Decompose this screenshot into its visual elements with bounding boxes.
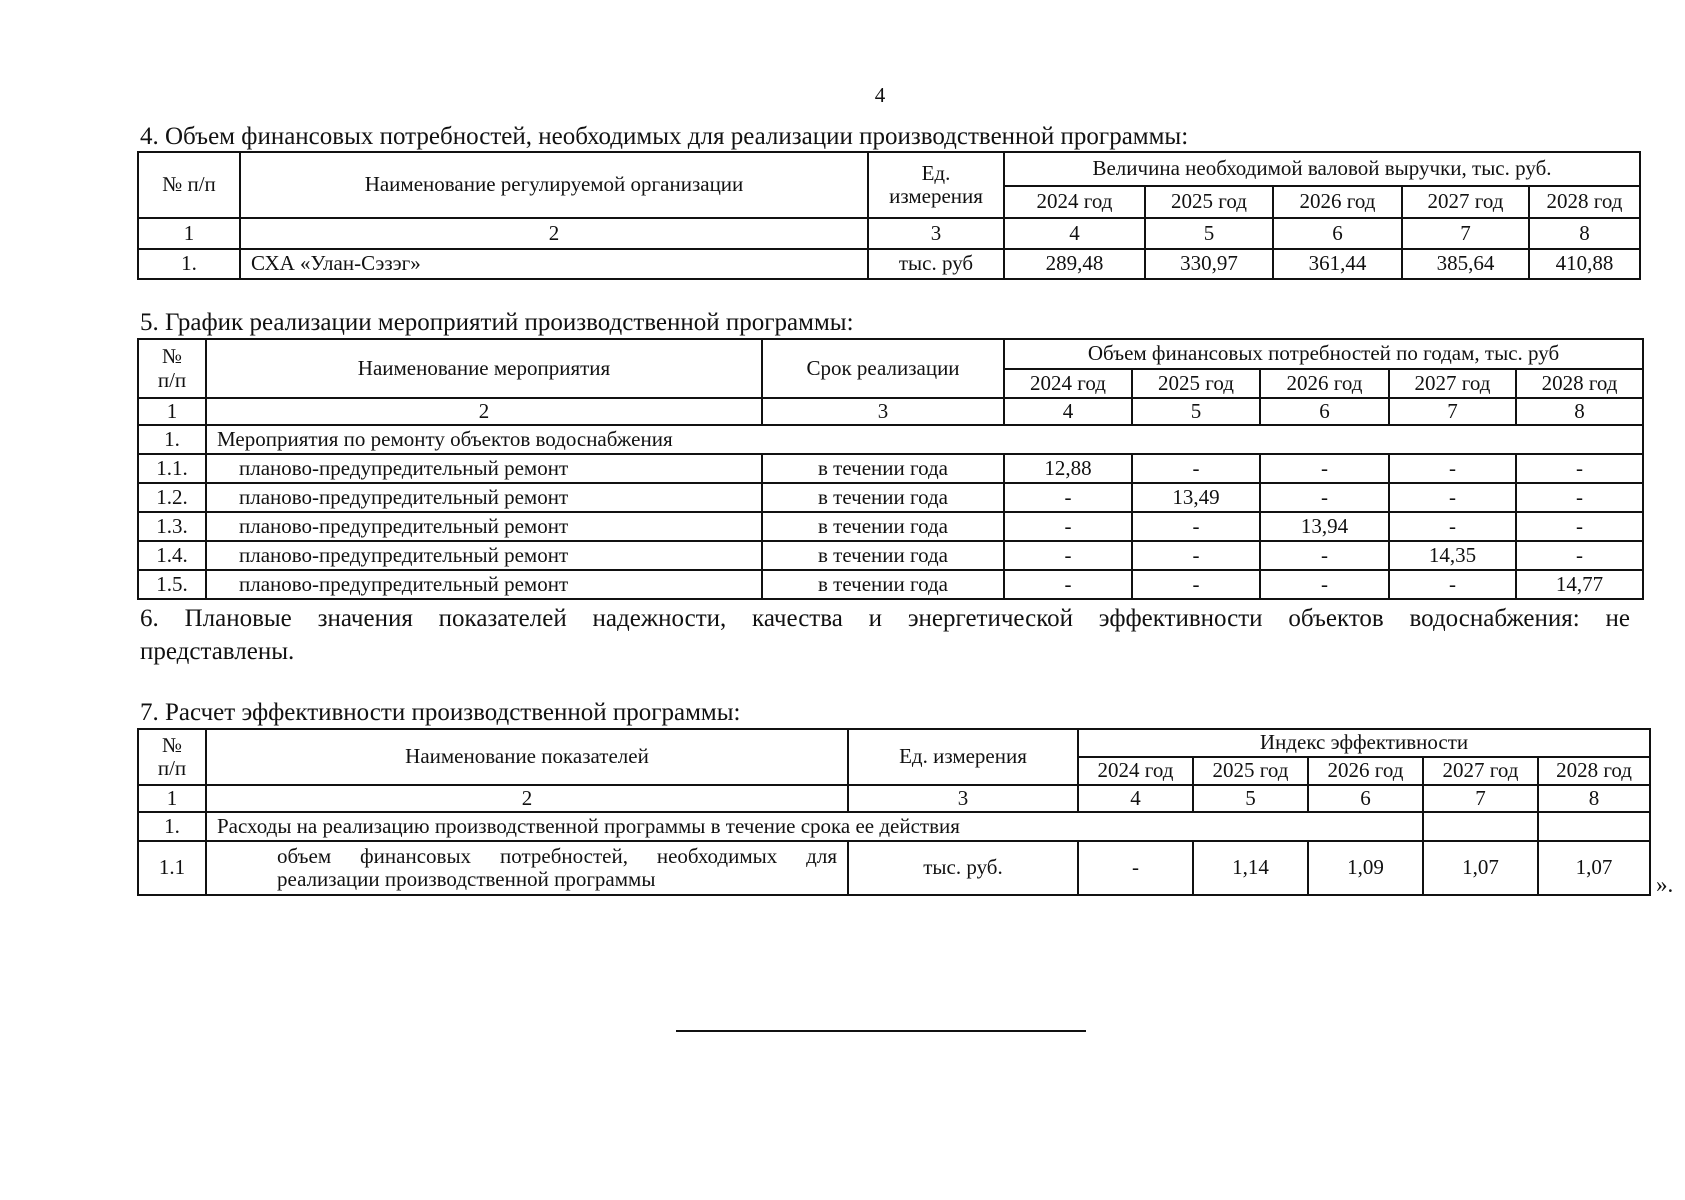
value-cell: - xyxy=(1389,570,1516,599)
row-num: 1.2. xyxy=(138,483,206,512)
header-year: 2028 год xyxy=(1516,369,1643,398)
value-cell: 361,44 xyxy=(1273,249,1402,279)
header-year: 2026 год xyxy=(1260,369,1389,398)
org-name: СХА «Улан-Сэзэг» xyxy=(240,249,868,279)
header-num-line2: п/п xyxy=(157,367,187,392)
header-year: 2024 год xyxy=(1004,186,1145,218)
indicator-name-line1: объем финансовых потребностей, необходимых для xyxy=(277,843,837,868)
col-number: 7 xyxy=(1389,398,1516,425)
table-row xyxy=(138,483,1643,512)
activity-name: планово-предупредительный ремонт xyxy=(206,454,762,483)
row-num: 1. xyxy=(138,425,206,454)
value-cell: - xyxy=(1516,454,1643,483)
value-cell: - xyxy=(1132,541,1260,570)
table-row xyxy=(138,541,1643,570)
value-cell: - xyxy=(1516,483,1643,512)
value-cell: - xyxy=(1132,570,1260,599)
col-number: 4 xyxy=(1004,398,1132,425)
header-year: 2026 год xyxy=(1308,757,1423,785)
activity-name: планово-предупредительный ремонт xyxy=(206,512,762,541)
signature-divider xyxy=(676,1030,1086,1032)
col-number: 7 xyxy=(1423,785,1538,812)
row-unit: тыс. руб. xyxy=(848,841,1078,895)
header-unit xyxy=(868,152,1004,218)
section5-heading: 5. График реализации мероприятий производственной программы: xyxy=(140,309,854,336)
section4-heading: 4. Объем финансовых потребностей, необходимых для реализации производственной программы: xyxy=(140,123,1189,150)
col-number: 2 xyxy=(240,218,868,249)
header-efficiency-group: Индекс эффективности xyxy=(1078,729,1650,757)
col-number: 4 xyxy=(1078,785,1193,812)
activity-term: в течении года xyxy=(762,483,1004,512)
row-num: 1.1 xyxy=(138,841,206,895)
value-cell: 14,77 xyxy=(1516,570,1643,599)
col-number: 7 xyxy=(1402,218,1529,249)
value-cell: - xyxy=(1260,541,1389,570)
header-revenue-group: Величина необходимой валовой выручки, тыс. руб. xyxy=(1004,152,1640,186)
value-cell: - xyxy=(1132,512,1260,541)
header-funding-group: Объем финансовых потребностей по годам, тыс. руб xyxy=(1004,339,1643,369)
header-year: 2028 год xyxy=(1538,757,1650,785)
row-num: 1.4. xyxy=(138,541,206,570)
header-year: 2025 год xyxy=(1132,369,1260,398)
page-number: 4 xyxy=(874,83,886,107)
value-cell: - xyxy=(1260,483,1389,512)
empty-cell xyxy=(1538,812,1650,841)
header-term: Срок реализации xyxy=(762,339,1004,398)
col-number: 6 xyxy=(1273,218,1402,249)
value-cell: - xyxy=(1516,541,1643,570)
col-number: 3 xyxy=(762,398,1004,425)
col-number: 4 xyxy=(1004,218,1145,249)
col-number: 2 xyxy=(206,398,762,425)
col-number: 5 xyxy=(1193,785,1308,812)
header-num-line1: № xyxy=(161,344,183,369)
col-number: 3 xyxy=(848,785,1078,812)
col-number: 6 xyxy=(1260,398,1389,425)
value-cell: 330,97 xyxy=(1145,249,1273,279)
col-number: 8 xyxy=(1538,785,1650,812)
col-number: 5 xyxy=(1145,218,1273,249)
section7-heading: 7. Расчет эффективности производственной программы: xyxy=(140,699,741,726)
col-number: 1 xyxy=(138,218,240,249)
header-year: 2024 год xyxy=(1004,369,1132,398)
col-number: 6 xyxy=(1308,785,1423,812)
table-row xyxy=(138,249,1640,279)
empty-cell xyxy=(1423,812,1538,841)
activity-term: в течении года xyxy=(762,570,1004,599)
row-num: 1.1. xyxy=(138,454,206,483)
activity-name: планово-предупредительный ремонт xyxy=(206,541,762,570)
header-year: 2024 год xyxy=(1078,757,1193,785)
value-cell: 13,94 xyxy=(1260,512,1389,541)
value-cell: 1,07 xyxy=(1538,841,1650,895)
value-cell: 385,64 xyxy=(1402,249,1529,279)
header-year: 2027 год xyxy=(1389,369,1516,398)
value-cell: 1,14 xyxy=(1193,841,1308,895)
value-cell: - xyxy=(1004,570,1132,599)
group-row xyxy=(138,425,1643,454)
table-row xyxy=(138,512,1643,541)
table-row xyxy=(138,570,1643,599)
group-title: Мероприятия по ремонту объектов водоснабжения xyxy=(206,425,1643,454)
row-num: 1. xyxy=(138,812,206,841)
header-org-name: Наименование регулируемой организации xyxy=(240,152,868,218)
value-cell: - xyxy=(1516,512,1643,541)
row-num: 1. xyxy=(138,249,240,279)
closing-quote-mark: ». xyxy=(1656,872,1674,897)
activity-term: в течении года xyxy=(762,512,1004,541)
indicator-name xyxy=(206,841,848,895)
header-year: 2026 год xyxy=(1273,186,1402,218)
value-cell: - xyxy=(1389,483,1516,512)
header-indicator-name: Наименование показателей xyxy=(206,729,848,785)
value-cell: - xyxy=(1260,570,1389,599)
value-cell: 14,35 xyxy=(1389,541,1516,570)
col-number: 5 xyxy=(1132,398,1260,425)
section6-line1: 6. Плановые значения показателей надежности, качества и энергетической эффективности объектов водоснабжения: не xyxy=(140,605,1630,632)
value-cell: 13,49 xyxy=(1132,483,1260,512)
col-number: 3 xyxy=(868,218,1004,249)
header-num xyxy=(138,339,206,398)
header-year: 2025 год xyxy=(1145,186,1273,218)
header-year: 2027 год xyxy=(1423,757,1538,785)
group-row xyxy=(138,812,1650,841)
value-cell: - xyxy=(1078,841,1193,895)
value-cell: 289,48 xyxy=(1004,249,1145,279)
header-num xyxy=(138,729,206,785)
efficiency-table xyxy=(137,728,1651,896)
value-cell: - xyxy=(1004,541,1132,570)
value-cell: - xyxy=(1389,512,1516,541)
header-unit-line1: Ед. xyxy=(921,160,951,185)
value-cell: - xyxy=(1132,454,1260,483)
row-num: 1.3. xyxy=(138,512,206,541)
col-number: 1 xyxy=(138,785,206,812)
header-unit-line2: измерения xyxy=(889,184,983,208)
indicator-name-line2: реализации производственной программы xyxy=(277,867,656,891)
activity-term: в течении года xyxy=(762,541,1004,570)
col-number: 8 xyxy=(1529,218,1640,249)
value-cell: 1,07 xyxy=(1423,841,1538,895)
value-cell: - xyxy=(1389,454,1516,483)
col-number: 1 xyxy=(138,398,206,425)
header-num-line1: № xyxy=(161,732,183,757)
row-unit: тыс. руб xyxy=(868,249,1004,279)
activities-schedule-table xyxy=(137,338,1644,600)
header-num-line2: п/п xyxy=(157,756,187,780)
value-cell: - xyxy=(1004,483,1132,512)
header-activity-name: Наименование мероприятия xyxy=(206,339,762,398)
financial-needs-table xyxy=(137,151,1641,280)
header-unit: Ед. измерения xyxy=(848,729,1078,785)
value-cell: 12,88 xyxy=(1004,454,1132,483)
value-cell: 1,09 xyxy=(1308,841,1423,895)
header-year: 2025 год xyxy=(1193,757,1308,785)
section6-line2: представлены. xyxy=(140,638,295,665)
header-num: № п/п xyxy=(138,152,240,218)
col-number: 2 xyxy=(206,785,848,812)
value-cell: - xyxy=(1260,454,1389,483)
col-number: 8 xyxy=(1516,398,1643,425)
header-year: 2027 год xyxy=(1402,186,1529,218)
table-row xyxy=(138,454,1643,483)
activity-name: планово-предупредительный ремонт xyxy=(206,570,762,599)
table-row xyxy=(138,841,1650,895)
section6-paragraph xyxy=(140,602,1630,668)
row-num: 1.5. xyxy=(138,570,206,599)
header-year: 2028 год xyxy=(1529,186,1640,218)
activity-name: планово-предупредительный ремонт xyxy=(206,483,762,512)
value-cell: 410,88 xyxy=(1529,249,1640,279)
value-cell: - xyxy=(1004,512,1132,541)
group-title: Расходы на реализацию производственной программы в течение срока ее действия xyxy=(206,812,1423,841)
activity-term: в течении года xyxy=(762,454,1004,483)
